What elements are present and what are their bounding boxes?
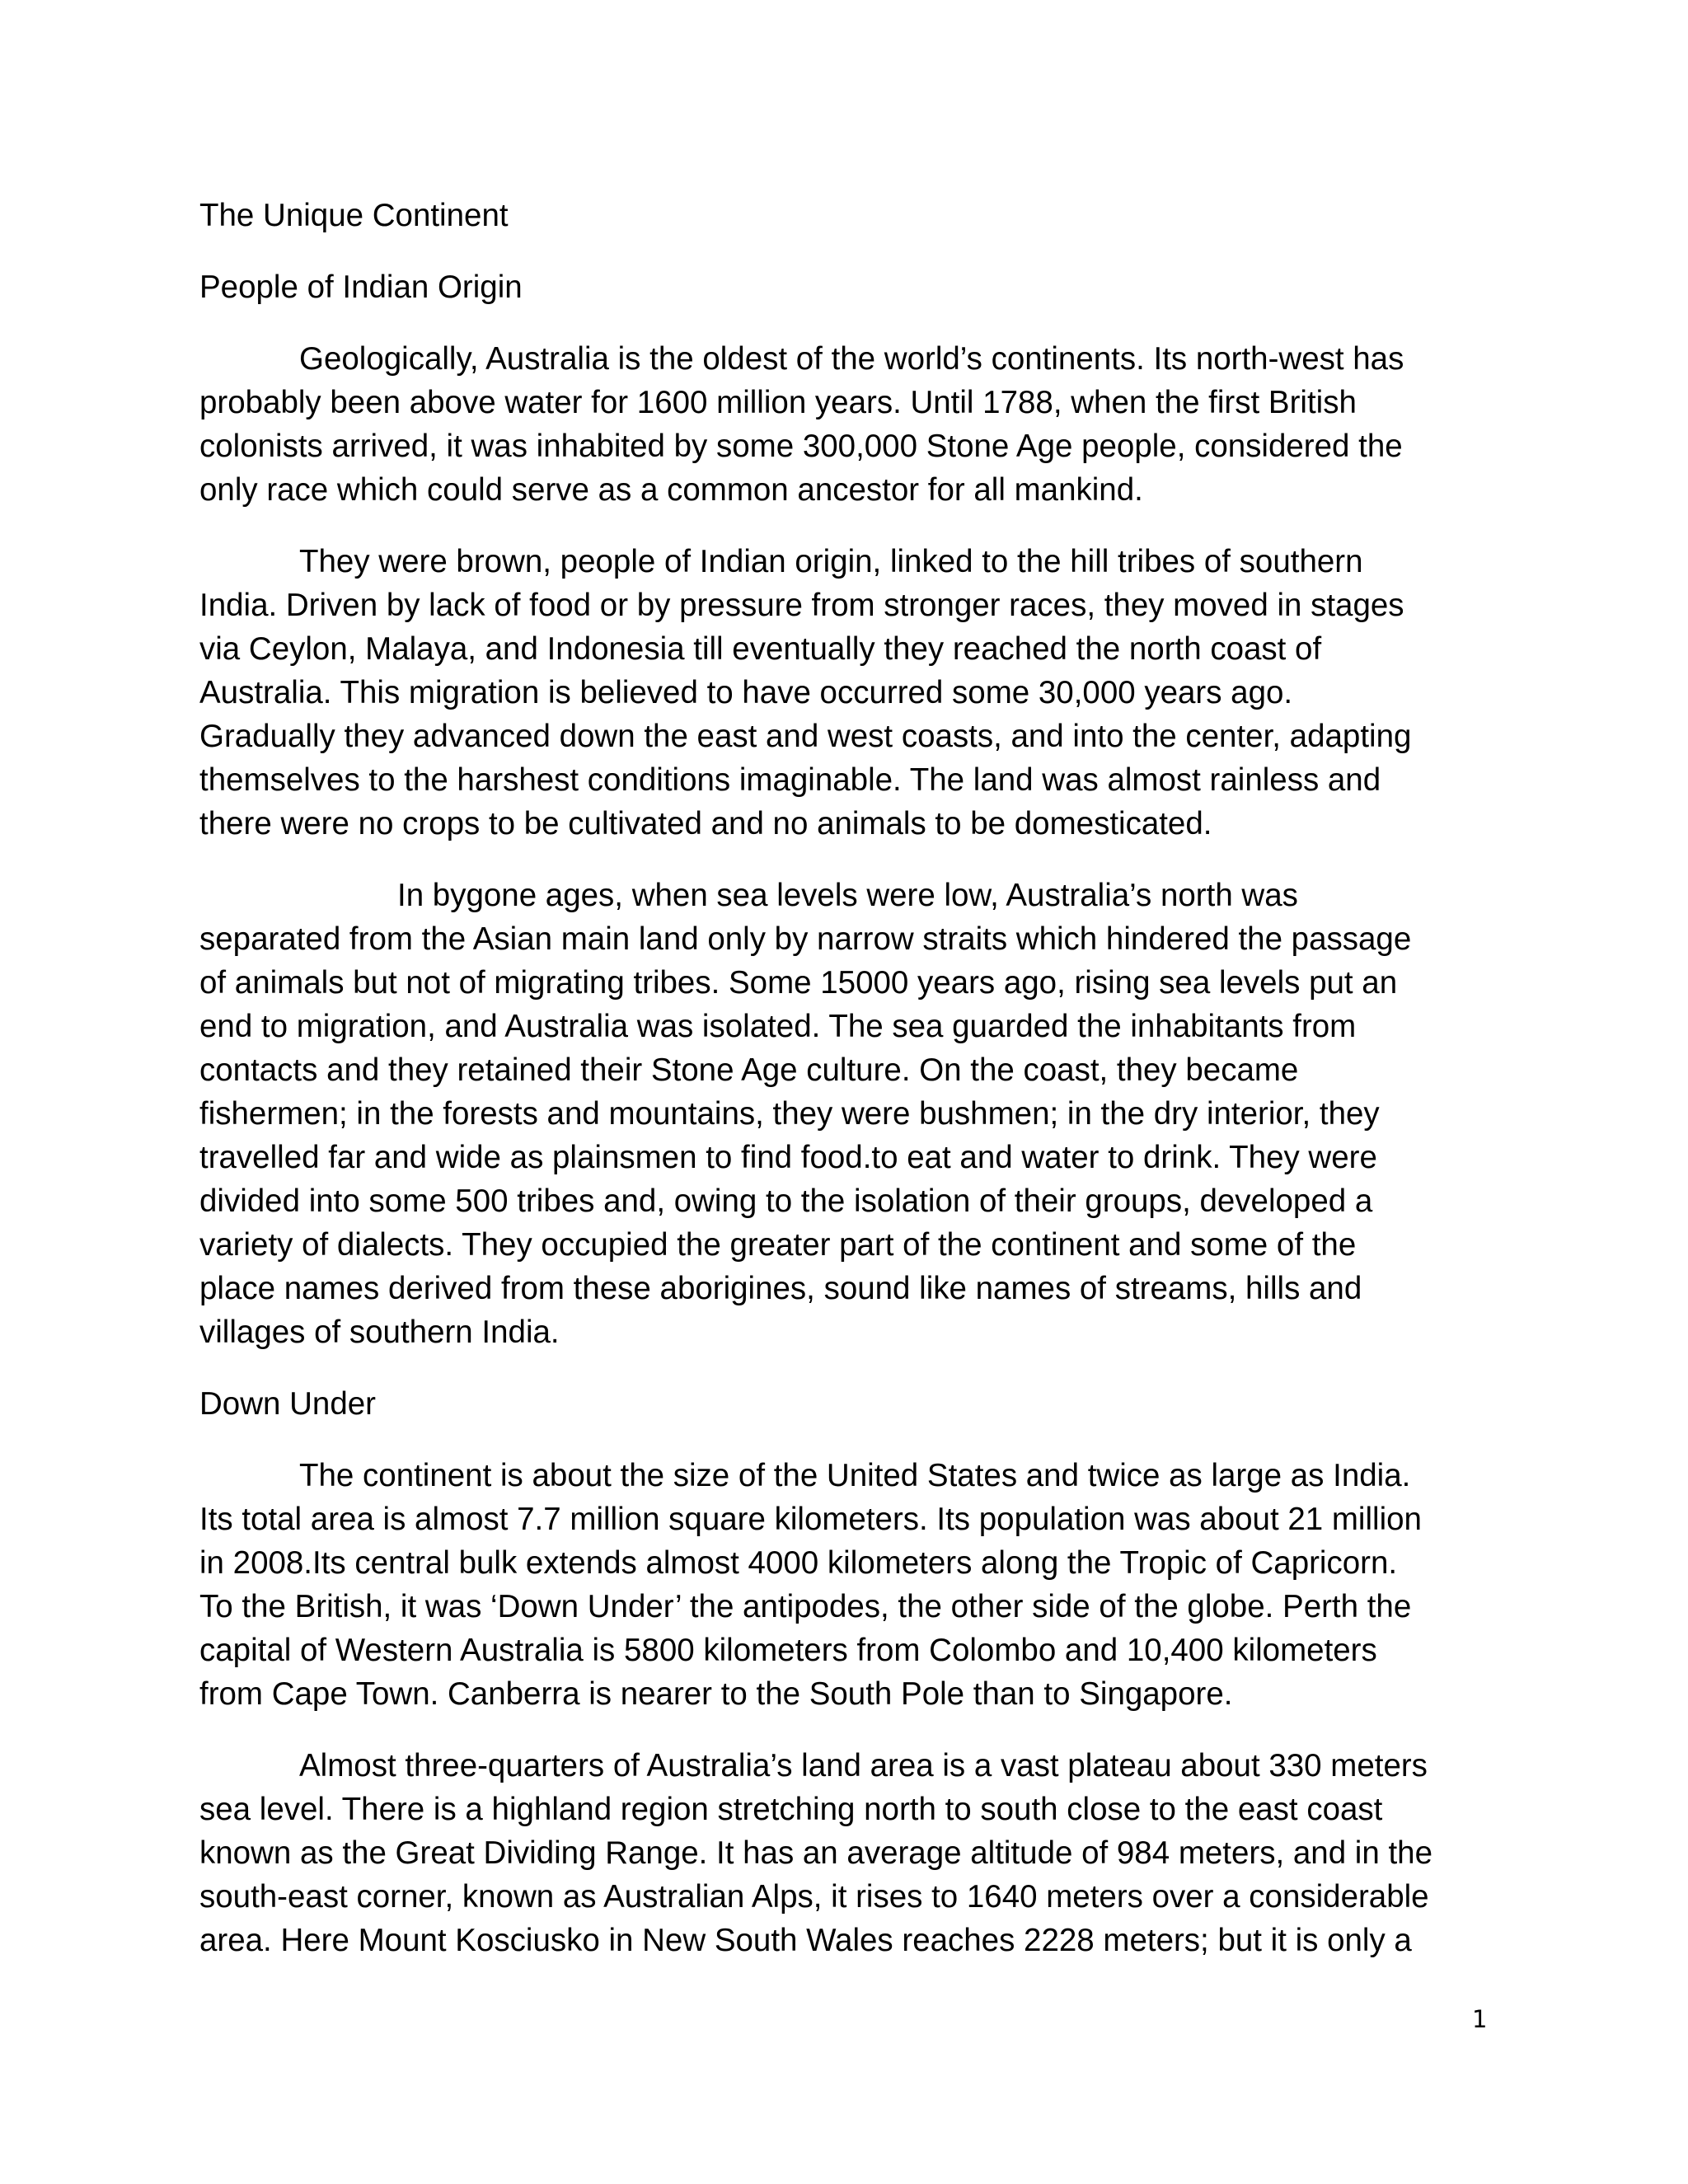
paragraph-line: contacts and they retained their Stone Age culture. On the coast, they became — [199, 1052, 1299, 1088]
paragraph-line: there were no crops to be cultivated and no animals to be domesticated. — [199, 806, 1212, 841]
paragraph-line: of animals but not of migrating tribes. Some 15000 years ago, rising sea levels put an — [199, 965, 1398, 1001]
paragraph-line: known as the Great Dividing Range. It has an average altitude of 984 meters, and in the — [199, 1835, 1432, 1871]
section-heading-down-under: Down Under — [199, 1386, 376, 1422]
paragraph-line: only race which could serve as a common ancestor for all mankind. — [199, 472, 1143, 508]
paragraph-size — [199, 1454, 1490, 1716]
paragraph-line: sea level. There is a highland region stretching north to south close to the east coast — [199, 1792, 1383, 1827]
paragraph-line: south-east corner, known as Australian Alps, it rises to 1640 meters over a considerable — [199, 1879, 1429, 1915]
paragraph-line: fishermen; in the forests and mountains, they were bushmen; in the dry interior, they — [199, 1096, 1380, 1132]
paragraph-line: area. Here Mount Kosciusko in New South Wales reaches 2228 meters; but it is only a — [199, 1923, 1412, 1958]
paragraph-line: India. Driven by lack of food or by pressure from stronger races, they moved in stages — [199, 588, 1404, 623]
paragraph-isolation — [199, 874, 1490, 1354]
paragraph-line: They were brown, people of Indian origin, linked to the hill tribes of southern — [299, 544, 1363, 579]
document-body — [199, 194, 1490, 1990]
paragraph-line: divided into some 500 tribes and, owing to the isolation of their groups, developed a — [199, 1183, 1373, 1219]
page-number: 1 — [1472, 2005, 1488, 2033]
paragraph-line: colonists arrived, it was inhabited by some 300,000 Stone Age people, considered the — [199, 429, 1403, 464]
paragraph-line: Geologically, Australia is the oldest of the world’s continents. Its north-west has — [299, 341, 1404, 377]
paragraph-line: villages of southern India. — [199, 1315, 560, 1350]
paragraph-line: themselves to the harshest conditions imaginable. The land was almost rainless and — [199, 762, 1381, 798]
paragraph-line: Almost three-quarters of Australia’s land area is a vast plateau about 330 meters — [299, 1748, 1428, 1783]
paragraph-line: probably been above water for 1600 million years. Until 1788, when the first British — [199, 385, 1357, 420]
paragraph-migration — [199, 540, 1490, 846]
paragraph-line: end to migration, and Australia was isolated. The sea guarded the inhabitants from — [199, 1009, 1357, 1044]
paragraph-line: place names derived from these aborigines, sound like names of streams, hills and — [199, 1271, 1362, 1306]
document-title: The Unique Continent — [199, 198, 509, 233]
paragraph-line: via Ceylon, Malaya, and Indonesia till eventually they reached the north coast of — [199, 631, 1322, 667]
paragraph-line: Gradually they advanced down the east and west coasts, and into the center, adapting — [199, 719, 1412, 754]
paragraph-line: separated from the Asian main land only by narrow straits which hindered the passage — [199, 921, 1412, 957]
paragraph-line: The continent is about the size of the United States and twice as large as India. — [299, 1458, 1411, 1493]
paragraph-plateau — [199, 1744, 1490, 1962]
paragraph-line: variety of dialects. They occupied the greater part of the continent and some of the — [199, 1227, 1357, 1263]
paragraph-line: In bygone ages, when sea levels were low, Australia’s north was — [397, 878, 1298, 913]
paragraph-line: To the British, it was ‘Down Under’ the antipodes, the other side of the globe. Perth the — [199, 1589, 1412, 1624]
paragraph-line: Australia. This migration is believed to have occurred some 30,000 years ago. — [199, 675, 1293, 710]
paragraph-line: capital of Western Australia is 5800 kilometers from Colombo and 10,400 kilometers — [199, 1633, 1377, 1668]
paragraph-line: in 2008.Its central bulk extends almost 4000 kilometers along the Tropic of Capricorn. — [199, 1545, 1398, 1581]
paragraph-geology — [199, 337, 1490, 512]
section-heading-indian-origin: People of Indian Origin — [199, 269, 523, 305]
paragraph-line: travelled far and wide as plainsmen to find food.to eat and water to drink. They were — [199, 1140, 1377, 1175]
paragraph-line: from Cape Town. Canberra is nearer to the South Pole than to Singapore. — [199, 1676, 1233, 1712]
paragraph-line: Its total area is almost 7.7 million square kilometers. Its population was about 21 million — [199, 1502, 1422, 1537]
